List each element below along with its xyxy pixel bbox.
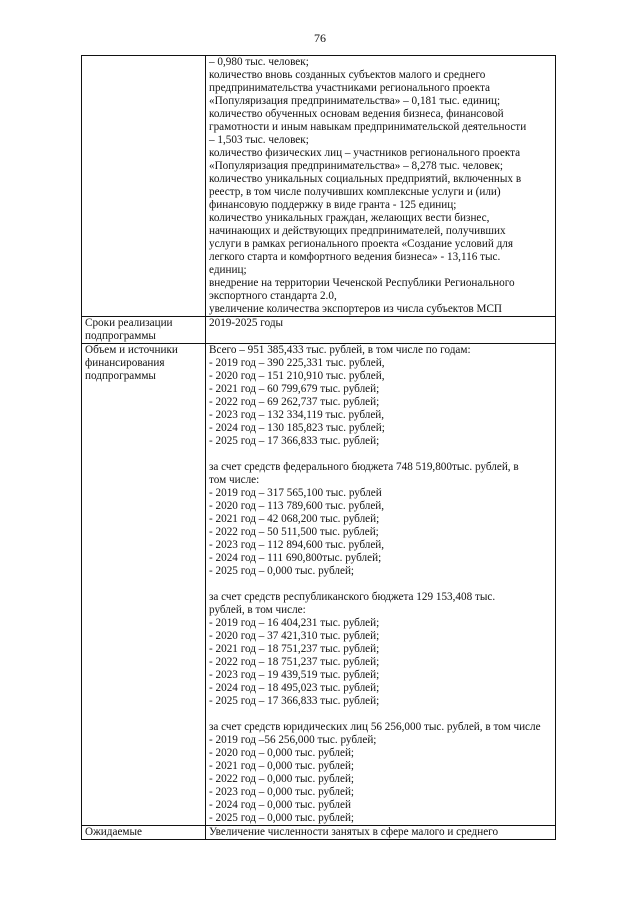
row-value-line: - 2023 год – 0,000 тыс. рублей; — [209, 786, 355, 798]
table-row — [82, 826, 556, 840]
row-label-line: Ожидаемые — [85, 826, 142, 838]
row-value-line: количество вновь созданных субъектов малого и среднего — [209, 69, 486, 81]
passport-table — [81, 55, 556, 840]
row-value-line: «Популяризация предпринимательства» – 8,278 тыс. человек; — [209, 160, 503, 172]
table-row — [82, 56, 556, 317]
row-value-line: - 2019 год –56 256,000 тыс. рублей; — [209, 734, 377, 746]
row-value-line: - 2020 год – 0,000 тыс. рублей; — [209, 747, 355, 759]
row-value-line: - 2022 год – 69 262,737 тыс. рублей; — [209, 396, 380, 408]
row-value-line: – 1,503 тыс. человек; — [209, 134, 309, 146]
row-label-line: финансирования — [85, 357, 165, 369]
row-value-line: - 2024 год – 111 690,800тыс. рублей; — [209, 552, 382, 564]
page-number: 76 — [314, 31, 326, 45]
row-value-line: том числе: — [209, 474, 260, 486]
row-value-line: - 2021 год – 0,000 тыс. рублей; — [209, 760, 355, 772]
row-value-line: - 2021 год – 18 751,237 тыс. рублей; — [209, 643, 380, 655]
row-label-line: Объем и источники — [85, 344, 178, 356]
row-value-line: - 2024 год – 18 495,023 тыс. рублей; — [209, 682, 380, 694]
passport-table-body — [82, 56, 556, 840]
row-value-line: количество уникальных социальных предприятий, включенных в — [209, 173, 522, 185]
row-value-line: - 2024 год – 0,000 тыс. рублей — [209, 799, 351, 811]
row-value-line: количество обученных основам ведения бизнеса, финансовой — [209, 108, 504, 120]
row-value-line: Всего – 951 385,433 тыс. рублей, в том числе по годам: — [209, 344, 471, 356]
table-row — [82, 317, 556, 344]
row-value-line: - 2019 год – 16 404,231 тыс. рублей; — [209, 617, 380, 629]
row-value-line: «Популяризация предпринимательства» – 0,181 тыс. единиц; — [209, 95, 501, 107]
row-label-line: Сроки реализации — [85, 317, 173, 329]
row-value-cell — [206, 826, 556, 840]
row-value-line: количество уникальных граждан, желающих вести бизнес, — [209, 212, 490, 224]
blank-line — [209, 708, 553, 721]
row-value-line: - 2023 год – 132 334,119 тыс. рублей, — [209, 409, 385, 421]
row-value-cell — [206, 56, 556, 317]
row-value-cell — [206, 317, 556, 344]
row-value-line: - 2020 год – 37 421,310 тыс. рублей; — [209, 630, 380, 642]
row-value-line: – 0,980 тыс. человек; — [209, 56, 309, 68]
row-value-line: финансовую поддержку в виде гранта - 125 единиц; — [209, 199, 457, 211]
row-value-line: 2019-2025 годы — [209, 317, 284, 329]
row-value-line: - 2025 год – 0,000 тыс. рублей; — [209, 565, 355, 577]
row-value-line: услуги в рамках регионального проекта «Создание условий для — [209, 238, 514, 250]
row-value-line: - 2021 год – 42 068,200 тыс. рублей; — [209, 513, 380, 525]
row-value-line: количество физических лиц – участников регионального проекта — [209, 147, 521, 159]
blank-line — [209, 448, 553, 461]
row-value-line: легкого старта и комфортного ведения бизнеса» - 13,116 тыс. — [209, 251, 501, 263]
row-value-line: начинающих и действующих предпринимателей, получивших — [209, 225, 506, 237]
row-value-line: - 2025 год – 0,000 тыс. рублей; — [209, 812, 355, 824]
row-value-line: - 2022 год – 18 751,237 тыс. рублей; — [209, 656, 380, 668]
row-value-cell — [206, 344, 556, 826]
row-value-line: экспортного стандарта 2.0, — [209, 290, 337, 302]
row-value-line: Увеличение численности занятых в сфере малого и среднего — [209, 826, 499, 838]
row-value-line: - 2023 год – 112 894,600 тыс. рублей, — [209, 539, 385, 551]
row-value-line: - 2022 год – 50 511,500 тыс. рублей; — [209, 526, 379, 538]
row-label-cell — [82, 344, 206, 826]
row-value-line: - 2020 год – 113 789,600 тыс. рублей, — [209, 500, 385, 512]
row-value-line: - 2019 год – 317 565,100 тыс. рублей — [209, 487, 382, 499]
row-value-line: рублей, в том числе: — [209, 604, 306, 616]
row-value-line: - 2020 год – 151 210,910 тыс. рублей, — [209, 370, 385, 382]
blank-line — [209, 578, 553, 591]
row-value-line: внедрение на территории Чеченской Республики Регионального — [209, 277, 515, 289]
row-value-line: - 2022 год – 0,000 тыс. рублей; — [209, 773, 355, 785]
table-row — [82, 344, 556, 826]
row-value-line: за счет средств федерального бюджета 748 519,800тыс. рублей, в — [209, 461, 519, 473]
row-value-line: единиц; — [209, 264, 247, 276]
row-value-line: предпринимательства участниками регионального проекта — [209, 82, 491, 94]
row-value-line: реестр, в том числе получивших комплексные услуги и (или) — [209, 186, 501, 198]
row-value-line: - 2023 год – 19 439,519 тыс. рублей; — [209, 669, 380, 681]
row-value-line: - 2024 год – 130 185,823 тыс. рублей; — [209, 422, 385, 434]
row-label-line: подпрограммы — [85, 370, 156, 382]
row-value-line: увеличение количества экспортеров из числа субъектов МСП — [209, 303, 502, 315]
row-label-cell — [82, 317, 206, 344]
row-label-cell — [82, 826, 206, 840]
row-label-line: подпрограммы — [85, 330, 156, 342]
row-value-line: - 2019 год – 390 225,331 тыс. рублей, — [209, 357, 385, 369]
row-value-line: - 2025 год – 17 366,833 тыс. рублей; — [209, 435, 380, 447]
row-value-line: грамотности и иным навыкам предпринимательской деятельности — [209, 121, 527, 133]
row-value-line: - 2025 год – 17 366,833 тыс. рублей; — [209, 695, 380, 707]
row-value-line: за счет средств юридических лиц 56 256,000 тыс. рублей, в том числе — [209, 721, 541, 733]
row-value-line: за счет средств республиканского бюджета 129 153,408 тыс. — [209, 591, 496, 603]
row-value-line: - 2021 год – 60 799,679 тыс. рублей; — [209, 383, 380, 395]
row-label-cell — [82, 56, 206, 317]
